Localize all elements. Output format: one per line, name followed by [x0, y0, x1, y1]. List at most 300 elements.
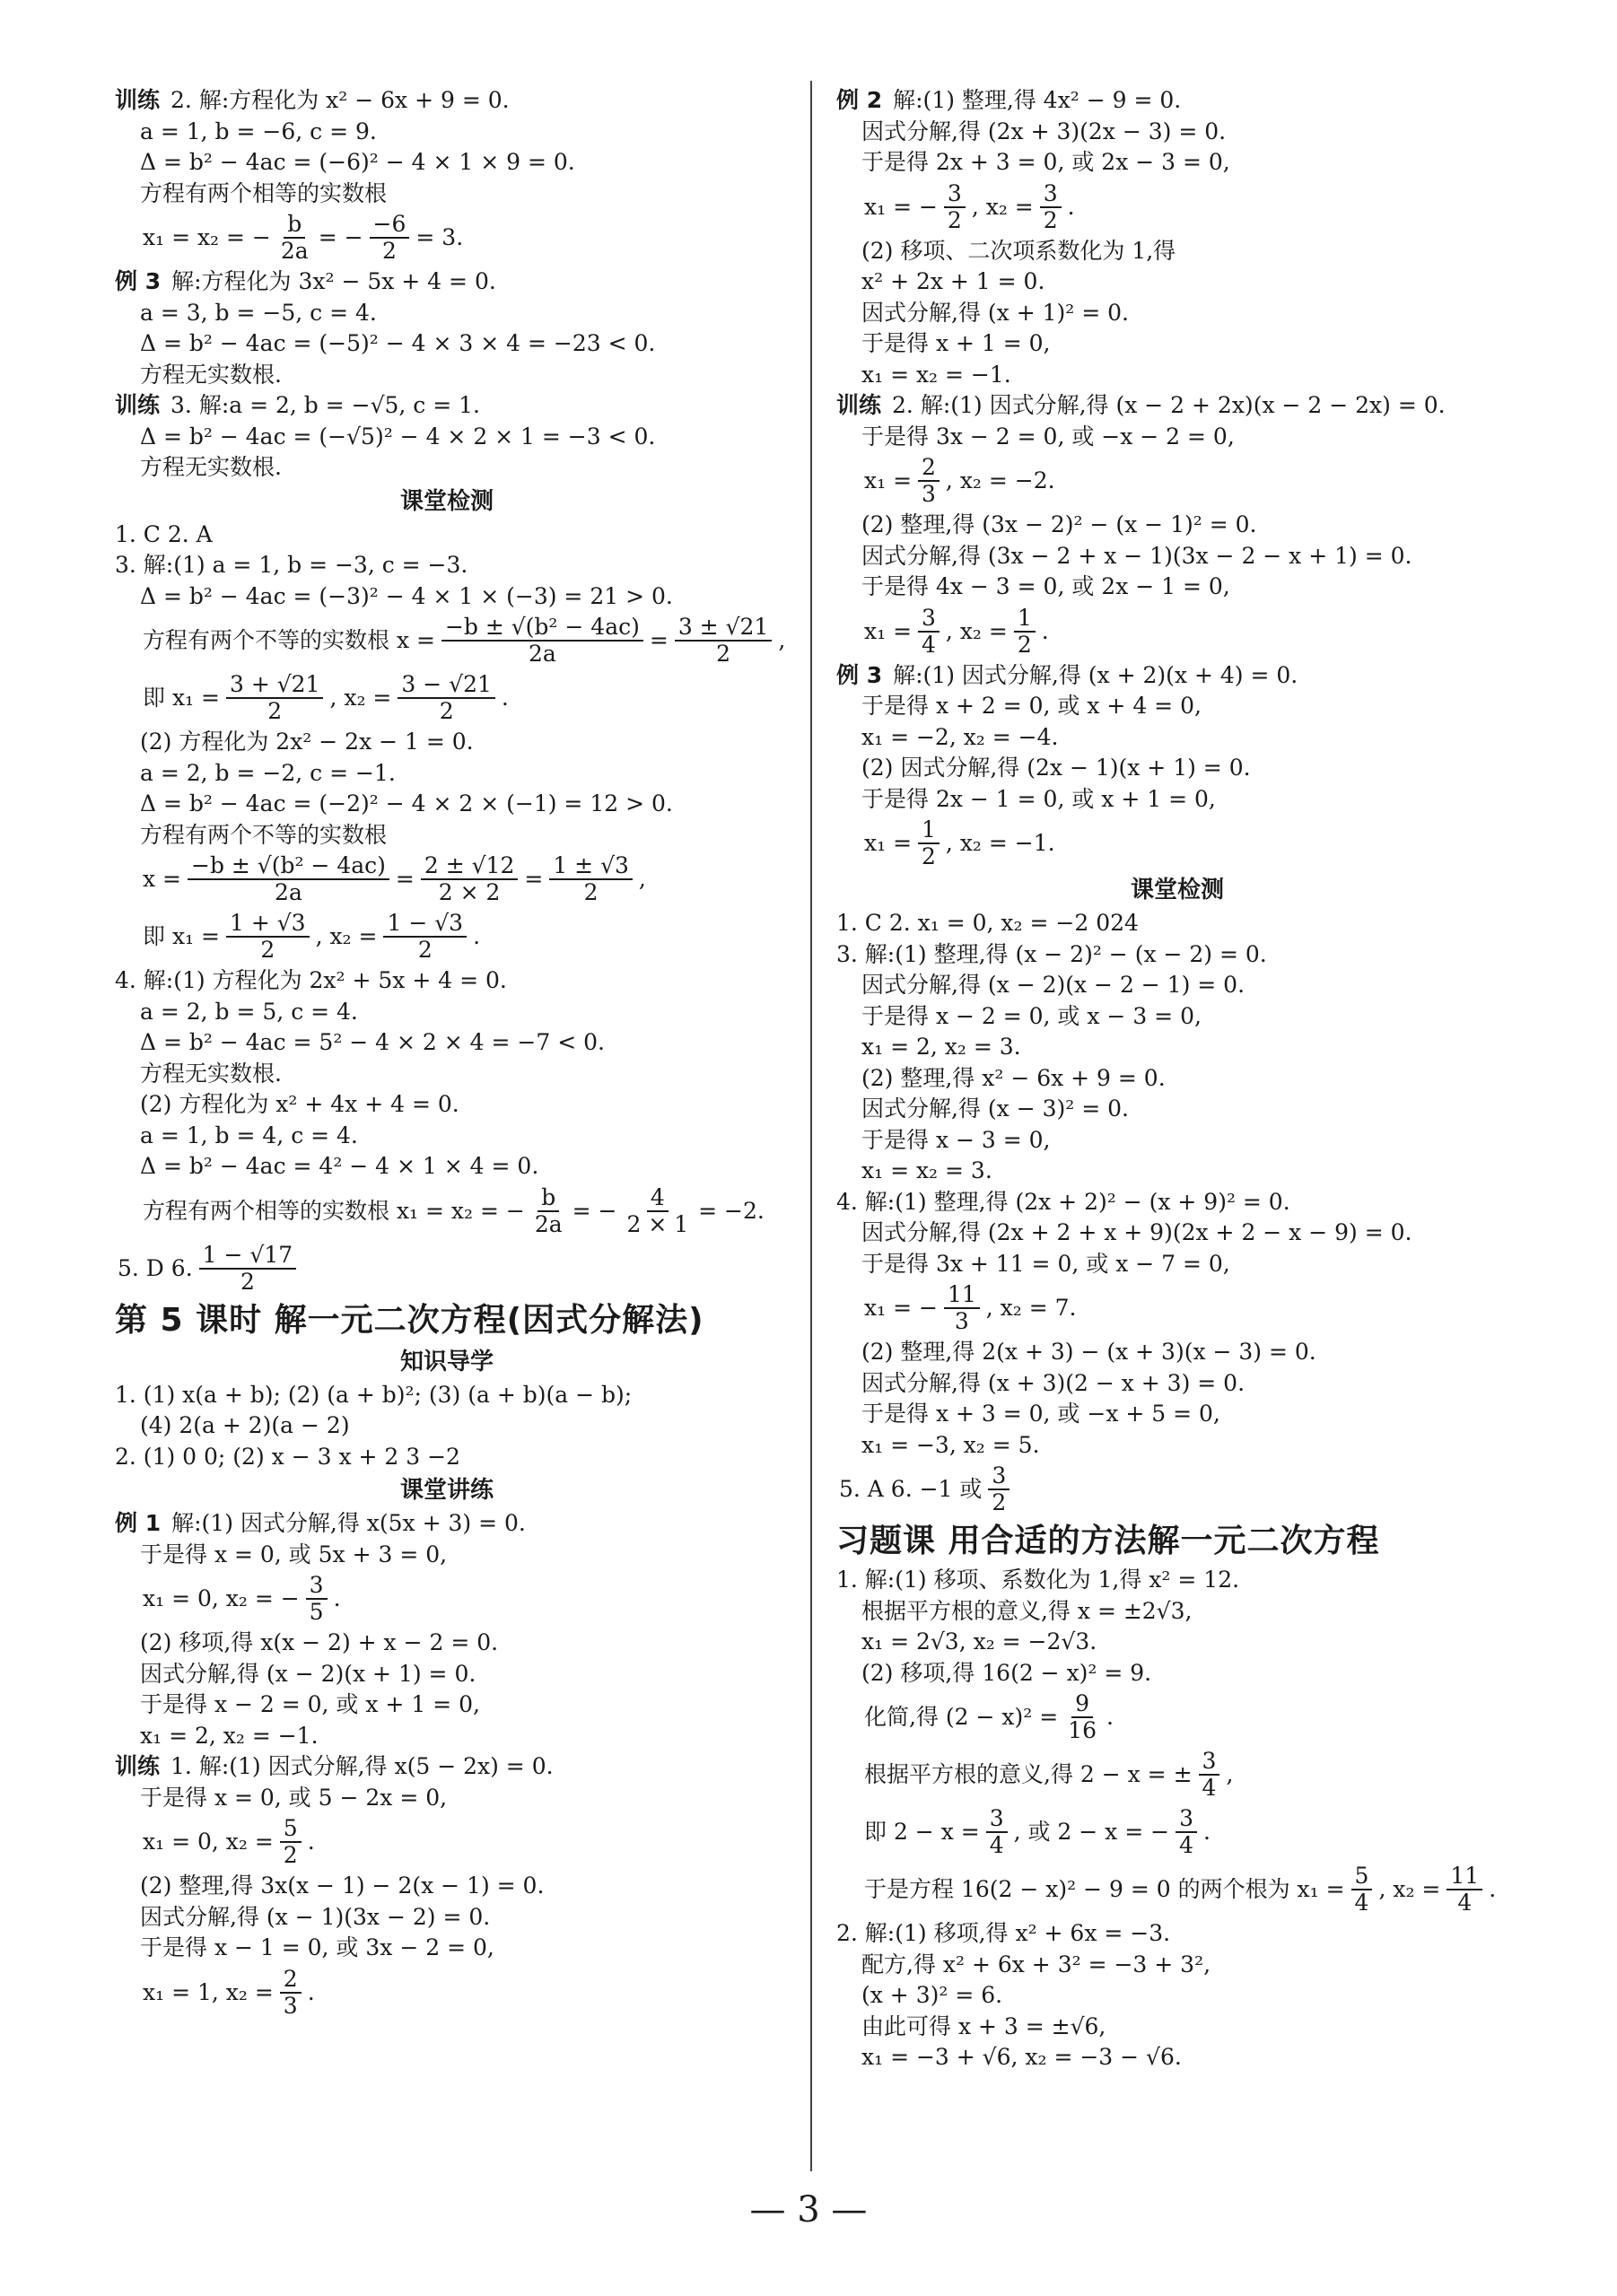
line-text: a = 2, b = −2, c = −1. — [140, 759, 396, 786]
fraction — [675, 615, 773, 667]
fraction-numerator: 2 — [918, 455, 940, 482]
formula-line — [836, 1461, 1518, 1518]
line-text: (2) 整理,得 (3x − 2)² − (x − 1)² = 0. — [861, 511, 1257, 537]
fraction-denominator: 4 — [989, 1832, 1004, 1858]
fraction-denominator: 3 — [922, 481, 936, 507]
fraction — [280, 1816, 302, 1868]
line-text: 3. 解:(1) a = 1, b = −3, c = −3. — [115, 552, 468, 578]
answer-line — [836, 422, 1518, 453]
fraction-denominator: 3 — [954, 1308, 969, 1334]
item-label: 训练 — [115, 392, 161, 418]
line-text: 2. (1) 0 0; (2) x − 3 x + 2 3 −2 — [115, 1443, 460, 1470]
answer-line — [836, 1430, 1518, 1462]
fraction-denominator: 2 — [947, 206, 962, 233]
formula-text: , x₂ = — [1378, 1876, 1441, 1902]
answer-line — [115, 1380, 779, 1411]
answer-line — [836, 572, 1518, 603]
formula-text: 化简,得 (2 − x)² = — [864, 1704, 1059, 1730]
formula-text: , x₂ = — [971, 193, 1034, 220]
answer-line — [115, 1871, 779, 1902]
answer-line — [836, 784, 1518, 816]
fraction-numerator: 1 — [918, 817, 940, 844]
answer-line — [836, 1032, 1518, 1063]
line-text: (2) 移项,得 x(x − 2) + x − 2 = 0. — [140, 1629, 499, 1655]
formula-line — [836, 1803, 1518, 1861]
answer-line — [836, 236, 1518, 267]
formula-text: . — [1067, 193, 1075, 220]
answer-line — [115, 1540, 779, 1571]
line-text: 4. 解:(1) 方程化为 2x² + 5x + 4 = 0. — [115, 967, 507, 993]
line-text: a = 2, b = 5, c = 4. — [140, 998, 358, 1025]
answer-line — [115, 550, 779, 581]
answer-line — [115, 1659, 779, 1690]
line-text: 因式分解,得 (x + 3)(2 − x + 3) = 0. — [861, 1369, 1246, 1396]
answer-line — [836, 541, 1518, 572]
line-text: 4. 解:(1) 整理,得 (2x + 2)² − (x + 9)² = 0. — [836, 1188, 1290, 1215]
formula-line — [115, 1183, 779, 1240]
answer-line — [115, 1721, 779, 1752]
fraction-denominator: 4 — [1202, 1775, 1217, 1801]
fraction-denominator: 5 — [309, 1599, 324, 1625]
formula-text: . — [1489, 1876, 1497, 1902]
fraction-denominator: 4 — [1354, 1890, 1369, 1916]
line-text: 于是得 x = 0, 或 5x + 3 = 0, — [140, 1541, 448, 1567]
line-text: x₁ = 2, x₂ = −1. — [140, 1722, 319, 1749]
answer-line — [115, 789, 779, 820]
fraction-numerator: 3 — [988, 1463, 1010, 1490]
answer-line — [115, 85, 779, 117]
fraction-numerator: 11 — [1447, 1864, 1482, 1890]
answer-line — [115, 452, 779, 484]
line-text: 于是得 2x + 3 = 0, 或 2x − 3 = 0, — [861, 149, 1230, 175]
line-text: (x + 3)² = 6. — [861, 1982, 1003, 2008]
right-column — [836, 85, 1518, 2073]
fraction-denominator: 2 — [283, 1842, 298, 1868]
item-label: 训练 — [115, 1753, 161, 1779]
formula-text: 即 x₁ = — [143, 685, 220, 711]
answer-line — [115, 1059, 779, 1090]
fraction-denominator: 4 — [1457, 1890, 1473, 1916]
formula-line — [115, 1964, 779, 2021]
fraction-numerator: −b ± √(b² − 4ac) — [441, 615, 643, 642]
page-number: — 3 — — [749, 2189, 868, 2231]
answer-line — [836, 1399, 1518, 1430]
fraction — [280, 1967, 302, 2019]
answer-line — [836, 1187, 1518, 1218]
lesson-title: 习题课 用合适的方法解一元二次方程 — [836, 1523, 1380, 1559]
fraction-numerator: 9 — [1071, 1691, 1093, 1718]
fraction — [226, 911, 310, 963]
fraction — [370, 212, 410, 264]
section-heading: 知识导学 — [399, 1348, 494, 1375]
line-text: Δ = b² − 4ac = (−2)² − 4 × 2 × (−1) = 12 > 0. — [140, 790, 673, 816]
answer-line — [115, 758, 779, 790]
fraction — [988, 1463, 1010, 1515]
answer-line — [836, 939, 1518, 971]
formula-text: = −2. — [698, 1197, 765, 1224]
answer-line — [115, 1151, 779, 1183]
line-text: 解:(1) 因式分解,得 x(5x + 3) = 0. — [171, 1510, 526, 1536]
fraction — [188, 853, 389, 905]
line-text: (2) 整理,得 2(x + 3) − (x + 3)(x − 3) = 0. — [861, 1339, 1316, 1365]
line-text: Δ = b² − 4ac = (−5)² − 4 × 3 × 4 = −23 < 0. — [140, 330, 656, 356]
answer-line — [115, 997, 779, 1028]
answer-line — [836, 1001, 1518, 1033]
line-text: (2) 方程化为 2x² − 2x − 1 = 0. — [140, 729, 474, 755]
formula-text: . — [333, 1585, 341, 1611]
answer-line — [115, 965, 779, 997]
line-text: a = 1, b = −6, c = 9. — [140, 118, 377, 144]
fraction — [1040, 181, 1062, 233]
answer-line — [836, 908, 1518, 939]
answer-line — [836, 1063, 1518, 1095]
line-text: 于是得 x − 3 = 0, — [861, 1126, 1051, 1153]
answer-line — [836, 1918, 1518, 1950]
fraction-numerator: 1 − √17 — [199, 1243, 297, 1270]
formula-text: x = — [143, 866, 181, 892]
fraction-denominator: 4 — [1179, 1832, 1193, 1858]
item-label: 训练 — [115, 87, 161, 113]
answer-line — [836, 85, 1518, 117]
answer-line — [836, 1980, 1518, 2012]
fraction — [1176, 1806, 1197, 1858]
fraction-numerator: 1 — [1014, 606, 1036, 633]
answer-line — [115, 266, 779, 298]
line-text: 因式分解,得 (2x + 3)(2x − 3) = 0. — [861, 118, 1227, 144]
fraction-numerator: 2 — [280, 1967, 302, 1994]
line-text: 于是得 2x − 1 = 0, 或 x + 1 = 0, — [861, 785, 1216, 812]
fraction-numerator: 1 ± √3 — [549, 853, 633, 880]
answer-line — [836, 1249, 1518, 1280]
answer-line — [115, 1442, 779, 1473]
fraction-denominator: 3 — [283, 1992, 298, 2019]
fraction-numerator: 3 — [986, 1806, 1008, 1833]
formula-text: . — [307, 1829, 315, 1855]
line-text: 2. 解:(1) 因式分解,得 (x − 2 + 2x)(x − 2 − 2x) = 0. — [892, 392, 1446, 418]
formula-text: 5. A 6. −1 或 — [839, 1476, 983, 1502]
answer-line — [115, 1933, 779, 1964]
fraction — [944, 1282, 980, 1334]
fraction-numerator: 1 + √3 — [226, 911, 310, 938]
answer-line — [836, 147, 1518, 179]
answer-line — [836, 1337, 1518, 1368]
fraction-numerator: 3 — [1040, 181, 1062, 208]
formula-text: 5. D 6. — [118, 1254, 193, 1281]
left-column — [115, 85, 786, 2021]
formula-line — [836, 452, 1518, 510]
answer-line — [836, 1950, 1518, 1981]
answer-line — [115, 1027, 779, 1059]
line-text: 配方,得 x² + 6x + 3² = −3 + 3², — [861, 1951, 1211, 1977]
fraction-denominator: 2 — [992, 1489, 1007, 1515]
formula-line — [836, 1861, 1518, 1918]
fraction — [549, 853, 633, 905]
fraction — [199, 1243, 297, 1295]
line-text: 于是得 4x − 3 = 0, 或 2x − 1 = 0, — [861, 573, 1230, 599]
line-text: 1. 解:(1) 因式分解,得 x(5 − 2x) = 0. — [170, 1753, 554, 1779]
line-text: x₁ = −3 + √6, x₂ = −3 − √6. — [861, 2044, 1182, 2070]
formula-text: , x₂ = — [945, 617, 1008, 644]
fraction-numerator: −6 — [370, 212, 410, 239]
formula-text: . — [473, 923, 481, 949]
formula-text: x₁ = 0, x₂ = — [143, 1829, 274, 1855]
line-text: Δ = b² − 4ac = (−3)² − 4 × 1 × (−3) = 21 > 0. — [140, 582, 673, 609]
fraction-numerator: b — [284, 212, 305, 239]
fraction-numerator: 5 — [1351, 1864, 1373, 1890]
answer-line — [836, 1156, 1518, 1187]
answer-line — [836, 1596, 1518, 1628]
fraction-numerator: 3 — [1199, 1749, 1220, 1776]
formula-text: x₁ = 0, x₂ = − — [143, 1585, 300, 1611]
line-text: 3. 解:(1) 整理,得 (x − 2)² − (x − 2) = 0. — [836, 940, 1267, 967]
answer-line — [115, 1121, 779, 1152]
item-label: 例 2 — [836, 87, 883, 113]
fraction-numerator: 1 − √3 — [383, 911, 467, 938]
answer-line — [115, 117, 779, 148]
answer-line — [115, 1089, 779, 1121]
line-text: 因式分解,得 (x − 1)(3x − 2) = 0. — [140, 1903, 491, 1930]
answer-line — [836, 1565, 1518, 1596]
fraction-numerator: 3 ± √21 — [675, 615, 773, 642]
fraction-denominator: 2 × 2 — [438, 879, 501, 905]
answer-line — [115, 581, 779, 613]
fraction-denominator: 2a — [534, 1210, 563, 1237]
formula-line — [115, 851, 779, 908]
answer-line — [836, 2012, 1518, 2043]
answer-line — [115, 1508, 779, 1540]
answer-line — [836, 1627, 1518, 1658]
answer-line — [115, 1902, 779, 1934]
formula-text: x₁ = x₂ = − — [143, 224, 271, 250]
fraction — [441, 615, 643, 667]
fraction-denominator: 2 — [1043, 206, 1058, 233]
fraction — [986, 1806, 1008, 1858]
formula-line — [836, 1279, 1518, 1337]
fraction — [1199, 1749, 1220, 1801]
formula-text: 方程有两个不等的实数根 x = — [143, 627, 435, 653]
fraction-denominator: 2 — [260, 937, 275, 963]
line-text: x₁ = 2, x₂ = 3. — [861, 1034, 1021, 1060]
line-text: x₁ = x₂ = 3. — [861, 1157, 992, 1183]
line-text: x² + 2x + 1 = 0. — [861, 268, 1045, 294]
line-text: a = 3, b = −5, c = 4. — [140, 299, 377, 326]
fraction-numerator: −b ± √(b² − 4ac) — [188, 853, 389, 880]
line-text: x₁ = 2√3, x₂ = −2√3. — [861, 1628, 1097, 1654]
formula-text: = — [395, 866, 415, 892]
fraction-numerator: 3 — [306, 1573, 328, 1600]
line-text: 方程无实数根. — [140, 361, 282, 388]
formula-line — [836, 179, 1518, 236]
fraction-denominator: 2 — [267, 698, 283, 724]
fraction — [918, 817, 940, 869]
answer-line — [115, 298, 779, 329]
line-text: 于是得 x − 2 = 0, 或 x + 1 = 0, — [140, 1691, 480, 1717]
fraction-numerator: 11 — [944, 1282, 980, 1309]
item-label: 训练 — [836, 392, 882, 418]
fraction-numerator: 2 ± √12 — [421, 853, 519, 880]
formula-text: x₁ = − — [864, 1295, 938, 1321]
answer-line — [115, 360, 779, 391]
formula-text: , x₂ = — [315, 923, 378, 949]
fraction — [1447, 1864, 1482, 1916]
fraction-denominator: 2 — [1017, 631, 1032, 658]
fraction-numerator: b — [538, 1185, 559, 1212]
line-text: 1. 解:(1) 移项、系数化为 1,得 x² = 12. — [836, 1567, 1240, 1593]
formula-text: 根据平方根的意义,得 2 − x = ± — [864, 1761, 1193, 1787]
fraction-numerator: 3 — [918, 606, 940, 633]
formula-text: , x₂ = 7. — [985, 1295, 1077, 1321]
line-text: 方程无实数根. — [140, 1060, 282, 1087]
fraction — [623, 1185, 692, 1237]
line-text: (2) 整理,得 x² − 6x + 9 = 0. — [861, 1064, 1166, 1091]
answer-line — [115, 820, 779, 851]
answer-line — [115, 1751, 779, 1783]
line-text: (2) 移项,得 16(2 − x)² = 9. — [861, 1659, 1152, 1686]
line-text: (2) 因式分解,得 (2x − 1)(x + 1) = 0. — [861, 755, 1251, 781]
line-text: 解:(1) 因式分解,得 (x + 2)(x + 4) = 0. — [893, 661, 1298, 688]
line-text: (2) 整理,得 3x(x − 1) − 2(x − 1) = 0. — [140, 1873, 545, 1899]
fraction-denominator: 2 × 1 — [626, 1210, 689, 1237]
line-text: 于是得 x − 1 = 0, 或 3x − 2 = 0, — [140, 1934, 494, 1960]
line-text: 解:方程化为 3x² − 5x + 4 = 0. — [171, 268, 496, 294]
formula-text: , x₂ = −2. — [945, 467, 1055, 493]
line-text: 根据平方根的意义,得 x = ±2√3, — [861, 1597, 1193, 1624]
answer-line — [836, 753, 1518, 784]
line-text: 方程有两个不等的实数根 — [140, 821, 388, 848]
fraction-denominator: 2 — [417, 937, 433, 963]
line-text: 1. (1) x(a + b); (2) (a + b)²; (3) (a + b)(a − b); — [115, 1381, 633, 1408]
formula-text: = − — [572, 1197, 617, 1224]
section-heading: 课堂检测 — [399, 487, 494, 515]
line-text: 于是得 x − 2 = 0, 或 x − 3 = 0, — [861, 1002, 1202, 1029]
answer-line — [836, 691, 1518, 722]
fraction-numerator: 3 + √21 — [226, 672, 324, 699]
fraction-denominator: 4 — [922, 631, 936, 658]
answer-line — [836, 660, 1518, 692]
line-text: Δ = b² − 4ac = (−6)² − 4 × 1 × 9 = 0. — [140, 149, 575, 175]
answer-line — [836, 2042, 1518, 2073]
line-text: 因式分解,得 (x − 2)(x + 1) = 0. — [140, 1660, 476, 1687]
item-label: 例 3 — [115, 268, 162, 294]
formula-text: = — [524, 866, 544, 892]
formula-line — [115, 669, 779, 727]
line-text: (2) 移项、二次项系数化为 1,得 — [861, 237, 1176, 264]
fraction-numerator: 5 — [280, 1816, 302, 1843]
answer-line — [836, 1658, 1518, 1689]
fraction-denominator: 2 — [382, 238, 397, 264]
answer-line — [836, 360, 1518, 391]
line-text: 3. 解:a = 2, b = −√5, c = 1. — [170, 392, 480, 418]
answer-line — [115, 328, 779, 360]
answer-line — [836, 298, 1518, 329]
formula-line — [115, 209, 779, 266]
formula-text: . — [307, 1978, 315, 2005]
formula-text: , — [1226, 1761, 1234, 1787]
line-text: 于是得 3x + 11 = 0, 或 x − 7 = 0, — [861, 1250, 1230, 1277]
answer-line — [836, 1368, 1518, 1400]
line-text: 于是得 3x − 2 = 0, 或 −x − 2 = 0, — [861, 423, 1235, 450]
line-text: 方程有两个相等的实数根 — [140, 179, 388, 206]
line-text: x₁ = x₂ = −1. — [861, 361, 1011, 388]
line-text: Δ = b² − 4ac = 5² − 4 × 2 × 4 = −7 < 0. — [140, 1029, 605, 1055]
fraction-numerator: 4 — [647, 1185, 669, 1212]
item-label: 例 3 — [836, 661, 883, 688]
answer-line — [836, 117, 1518, 148]
section-heading: 课堂检测 — [1130, 877, 1224, 904]
formula-line — [836, 815, 1518, 872]
line-text: 于是得 x + 3 = 0, 或 −x + 5 = 0, — [861, 1401, 1220, 1427]
line-text: (4) 2(a + 2)(a − 2) — [140, 1412, 350, 1438]
fraction-denominator: 2a — [529, 641, 556, 667]
formula-text: 即 x₁ = — [143, 923, 220, 949]
formula-text: , — [778, 627, 786, 653]
formula-text: = 3. — [415, 224, 464, 250]
fraction — [531, 1185, 566, 1237]
fraction-denominator: 2 — [240, 1268, 255, 1295]
answer-line — [115, 422, 779, 453]
formula-line — [836, 1689, 1518, 1746]
formula-line — [115, 1813, 779, 1871]
answer-line — [115, 519, 779, 551]
line-text: (2) 方程化为 x² + 4x + 4 = 0. — [140, 1091, 459, 1117]
line-text: x₁ = −3, x₂ = 5. — [861, 1431, 1040, 1458]
formula-line — [115, 612, 786, 669]
item-label: 例 1 — [115, 1510, 162, 1536]
formula-text: = — [649, 627, 669, 653]
answer-line — [115, 1628, 779, 1659]
answer-line — [836, 328, 1518, 360]
formula-text: x₁ = — [864, 467, 913, 493]
formula-text: x₁ = — [864, 830, 913, 856]
formula-text: . — [1106, 1704, 1114, 1730]
answer-line — [115, 1410, 779, 1442]
answer-line — [115, 179, 779, 210]
fraction-denominator: 2a — [280, 238, 309, 264]
line-text: Δ = b² − 4ac = 4² − 4 × 1 × 4 = 0. — [140, 1153, 539, 1179]
line-text: 2. 解:(1) 移项,得 x² + 6x = −3. — [836, 1920, 1171, 1946]
answer-line — [115, 147, 779, 179]
fraction-denominator: 2 — [439, 698, 454, 724]
line-text: 由此可得 x + 3 = ±√6, — [861, 2012, 1106, 2039]
fraction — [306, 1573, 328, 1625]
fraction — [944, 181, 966, 233]
fraction-denominator: 2 — [922, 843, 936, 869]
formula-line — [115, 908, 779, 965]
column-divider — [810, 81, 812, 2171]
fraction — [1014, 606, 1036, 658]
answer-line — [836, 970, 1518, 1001]
answer-line — [115, 1689, 779, 1721]
formula-text: , — [638, 866, 646, 892]
line-text: Δ = b² − 4ac = (−√5)² − 4 × 2 × 1 = −3 < 0. — [140, 423, 656, 450]
formula-text: = − — [318, 224, 363, 250]
fraction-numerator: 3 — [1176, 1806, 1197, 1833]
formula-text: x₁ = − — [864, 193, 938, 220]
line-text: 1. C 2. A — [115, 520, 213, 547]
line-text: 于是得 x + 1 = 0, — [861, 330, 1051, 356]
fraction — [277, 212, 312, 264]
formula-text: , x₂ = — [329, 685, 392, 711]
line-text: 于是得 x + 2 = 0, 或 x + 4 = 0, — [861, 693, 1202, 719]
answer-line — [836, 1125, 1518, 1157]
fraction-denominator: 16 — [1068, 1717, 1097, 1743]
line-text: a = 1, b = 4, c = 4. — [140, 1122, 358, 1148]
answer-line — [836, 390, 1518, 422]
line-text: 因式分解,得 (x + 1)² = 0. — [861, 299, 1129, 326]
fraction-denominator: 2 — [583, 879, 599, 905]
formula-text: . — [1041, 617, 1049, 644]
section-heading: 课堂讲练 — [399, 1477, 494, 1504]
